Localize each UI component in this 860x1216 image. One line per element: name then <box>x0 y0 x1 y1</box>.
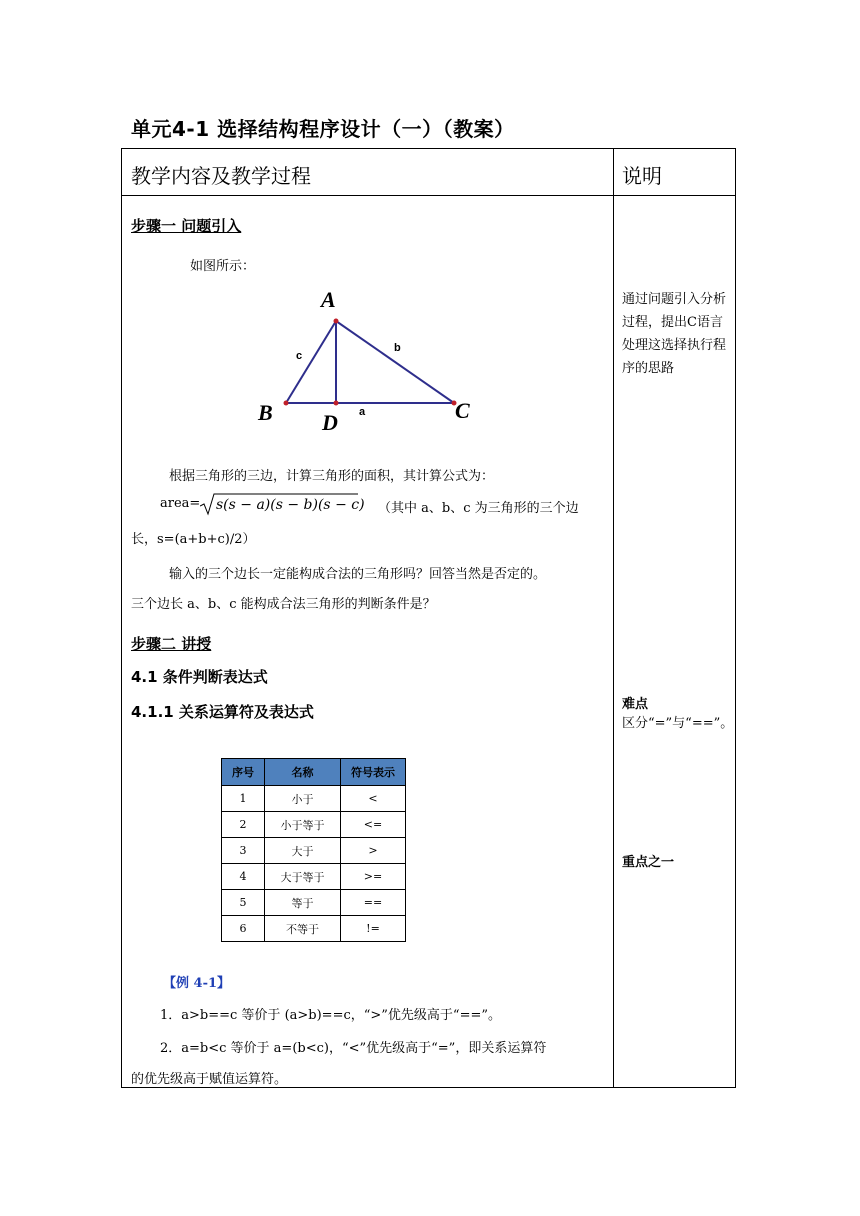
column-divider <box>613 148 614 1088</box>
header-divider <box>121 195 736 196</box>
table-cell: 大于 <box>265 838 341 864</box>
table-header: 名称 <box>265 759 341 786</box>
example-line-1: 1．a>b==c 等价于 (a>b)==c，“>”优先级高于“==”。 <box>160 1008 502 1023</box>
formula-note: （其中 a、b、c 为三角形的三个边 <box>378 501 579 516</box>
label-b: b <box>394 342 401 354</box>
step2-title: 步骤二 讲授 <box>131 635 212 653</box>
note-intro: 通过问题引入分析过程，提出C语言处理这选择执行程序的思路 <box>622 292 727 376</box>
table-cell: <= <box>341 812 406 838</box>
table-cell: > <box>341 838 406 864</box>
table-header-row <box>222 759 406 786</box>
table-row <box>222 916 406 942</box>
section-heading: 4.1 条件判断表达式 <box>131 668 268 686</box>
table-cell: >= <box>341 864 406 890</box>
operator-table <box>221 758 406 942</box>
subsection-heading: 4.1.1 关系运算符及表达式 <box>131 703 314 721</box>
table-header: 符号表示 <box>341 759 406 786</box>
side-b <box>336 321 454 403</box>
table-header: 序号 <box>222 759 265 786</box>
table-cell: 小于 <box>265 786 341 812</box>
example-title: 【例 4-1】 <box>163 976 231 991</box>
label-B: B <box>258 400 273 425</box>
note-key-point: 重点之一 <box>622 855 675 870</box>
triangle-figure <box>250 283 490 433</box>
label-D: D <box>322 410 338 433</box>
table-cell: 1 <box>222 786 265 812</box>
table-cell: 不等于 <box>265 916 341 942</box>
example-line-2-cont: 的优先级高于赋值运算符。 <box>131 1072 288 1087</box>
table-row <box>222 890 406 916</box>
page-title: 单元4-1 选择结构程序设计（一）（教案） <box>131 117 515 141</box>
point-b <box>284 401 289 406</box>
header-notes: 说明 <box>622 164 662 188</box>
figure-caption: 如图所示： <box>190 259 256 274</box>
table-cell: < <box>341 786 406 812</box>
side-c <box>286 321 336 403</box>
table-cell: 2 <box>222 812 265 838</box>
header-content: 教学内容及教学过程 <box>131 164 311 188</box>
formula-note-cont: 长，s=(a+b+c)/2） <box>131 532 256 547</box>
note-difficulty-title: 难点 <box>622 697 649 712</box>
label-C: C <box>455 398 470 423</box>
question-text-cont: 三个边长 a、b、c 能构成合法三角形的判断条件是？ <box>131 597 436 612</box>
table-row <box>222 838 406 864</box>
table-row <box>222 786 406 812</box>
table-cell: 大于等于 <box>265 864 341 890</box>
table-cell: != <box>341 916 406 942</box>
table-cell: 4 <box>222 864 265 890</box>
table-row <box>222 864 406 890</box>
label-a: a <box>359 406 366 418</box>
table-cell: 3 <box>222 838 265 864</box>
question-text: 输入的三个边长一定能构成合法的三角形吗？回答当然是否定的。 <box>169 567 547 582</box>
formula-expression: s(s − a)(s − b)(s − c) <box>216 497 365 513</box>
label-A: A <box>321 287 336 312</box>
point-d <box>334 401 339 406</box>
table-row <box>222 812 406 838</box>
table-cell: 小于等于 <box>265 812 341 838</box>
step1-title: 步骤一 问题引入 <box>131 217 242 235</box>
note-difficulty-text: 区分“=”与“==”。 <box>622 716 734 731</box>
formula-prefix: area= <box>160 496 201 511</box>
area-intro: 根据三角形的三边，计算三角形的面积，其计算公式为： <box>169 469 495 484</box>
table-cell: 等于 <box>265 890 341 916</box>
example-line-2: 2．a=b<c 等价于 a=(b<c)，“<”优先级高于“=”，即关系运算符 <box>160 1041 547 1056</box>
point-a <box>334 319 339 324</box>
table-cell: 5 <box>222 890 265 916</box>
label-c: c <box>296 350 303 362</box>
table-cell: 6 <box>222 916 265 942</box>
table-cell: == <box>341 890 406 916</box>
